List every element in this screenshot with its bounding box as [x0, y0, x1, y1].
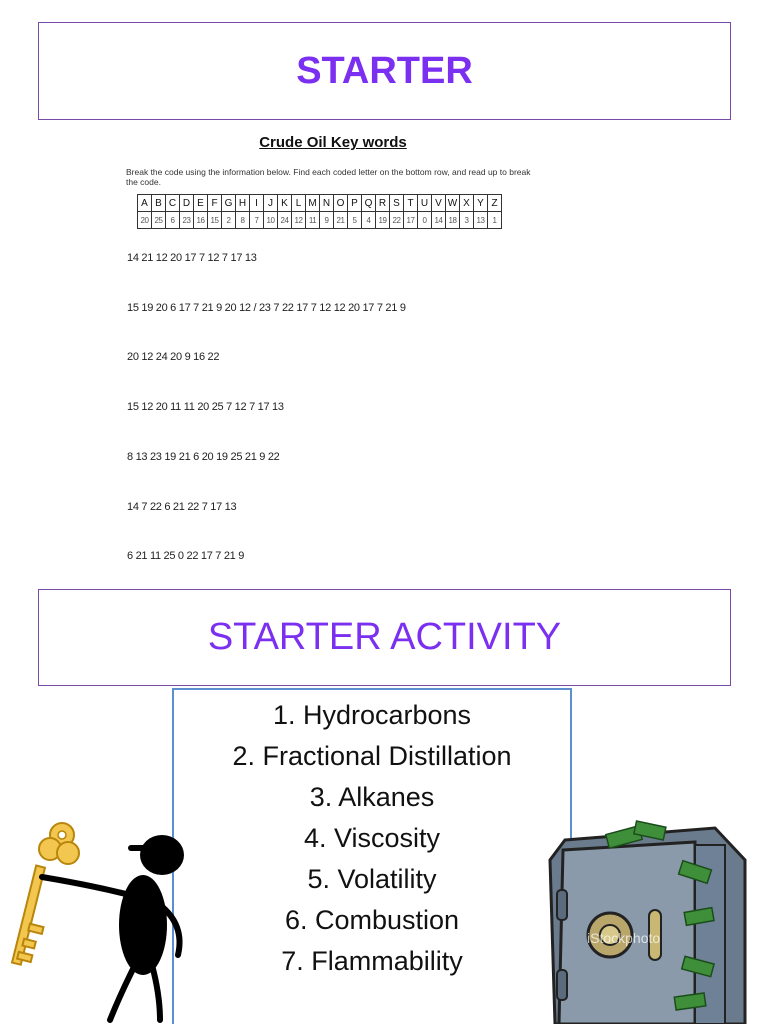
- code-number-cell: 0: [418, 212, 432, 229]
- code-number-cell: 22: [390, 212, 404, 229]
- starter-title-box: [38, 22, 731, 120]
- code-letter-cell: N: [320, 195, 334, 212]
- keyword-item-4: 4. Viscosity: [303, 823, 441, 853]
- code-number-cell: 9: [320, 212, 334, 229]
- code-letter-cell: O: [334, 195, 348, 212]
- code-letter-cell: Y: [474, 195, 488, 212]
- code-letter-cell: X: [460, 195, 474, 212]
- stick-figure-with-key-icon: [10, 815, 190, 1024]
- code-letter-cell: Q: [362, 195, 376, 212]
- keyword-item-1: 1. Hydrocarbons: [272, 700, 472, 730]
- crude-oil-worksheet: [123, 128, 543, 570]
- safe-with-money-icon: [545, 820, 750, 1024]
- code-number-cell: 2: [222, 212, 236, 229]
- code-letter-cell: I: [250, 195, 264, 212]
- code-line-5: 8 13 23 19 21 6 20 19 25 21 9 22: [127, 451, 280, 463]
- code-letter-cell: R: [376, 195, 390, 212]
- code-letter-cell: J: [264, 195, 278, 212]
- code-line-4: 15 12 20 11 11 20 25 7 12 7 17 13: [127, 401, 284, 413]
- code-number-cell: 18: [446, 212, 460, 229]
- code-number-cell: 11: [306, 212, 320, 229]
- code-line-3: 20 12 24 20 9 16 22: [127, 351, 220, 363]
- code-number-cell: 6: [166, 212, 180, 229]
- code-letter-cell: P: [348, 195, 362, 212]
- code-letter-cell: L: [292, 195, 306, 212]
- starter-activity-title-box: [38, 589, 731, 686]
- code-number-cell: 1: [488, 212, 502, 229]
- code-number-cell: 25: [152, 212, 166, 229]
- code-line-6: 14 7 22 6 21 22 7 17 13: [127, 501, 237, 513]
- code-number-cell: 13: [474, 212, 488, 229]
- code-number-cell: 4: [362, 212, 376, 229]
- keyword-item-7: 7. Flammability: [281, 946, 463, 976]
- code-line-7: 6 21 11 25 0 22 17 7 21 9: [127, 550, 245, 562]
- starter-activity-title: STARTER ACTIVITY: [207, 616, 562, 658]
- code-key-table: [137, 194, 502, 229]
- code-letter-cell: K: [278, 195, 292, 212]
- keyword-item-6: 6. Combustion: [284, 905, 460, 935]
- code-letter-cell: M: [306, 195, 320, 212]
- code-numbers-row: [138, 212, 502, 229]
- keyword-item-2: 2. Fractional Distillation: [232, 741, 512, 771]
- code-number-cell: 8: [236, 212, 250, 229]
- watermark-text: iStockphoto: [587, 930, 661, 946]
- code-letter-cell: D: [180, 195, 194, 212]
- code-letter-cell: S: [390, 195, 404, 212]
- code-letter-cell: C: [166, 195, 180, 212]
- code-letters-row: [138, 195, 502, 212]
- code-letter-cell: W: [446, 195, 460, 212]
- code-number-cell: 23: [180, 212, 194, 229]
- code-letter-cell: Z: [488, 195, 502, 212]
- keyword-item-3: 3. Alkanes: [309, 782, 435, 812]
- code-number-cell: 15: [208, 212, 222, 229]
- keyword-list-box: [172, 688, 572, 1024]
- keyword-item-5: 5. Volatility: [307, 864, 437, 894]
- code-number-cell: 17: [404, 212, 418, 229]
- code-number-cell: 5: [348, 212, 362, 229]
- code-letter-cell: E: [194, 195, 208, 212]
- code-letter-cell: B: [152, 195, 166, 212]
- code-number-cell: 19: [376, 212, 390, 229]
- code-number-cell: 10: [264, 212, 278, 229]
- worksheet-instructions: Break the code using the information below. Find each coded letter on the bottom row, and read up to break the code.: [126, 167, 531, 187]
- code-number-cell: 20: [138, 212, 152, 229]
- code-line-1: 14 21 12 20 17 7 12 7 17 13: [127, 252, 257, 264]
- code-line-2: 15 19 20 6 17 7 21 9 20 12 / 23 7 22 17 7 12 12 20 17 7 21 9: [127, 302, 406, 314]
- code-letter-cell: T: [404, 195, 418, 212]
- code-number-cell: 16: [194, 212, 208, 229]
- code-letter-cell: V: [432, 195, 446, 212]
- starter-title: STARTER: [296, 49, 473, 92]
- code-number-cell: 24: [278, 212, 292, 229]
- code-letter-cell: G: [222, 195, 236, 212]
- code-number-cell: 21: [334, 212, 348, 229]
- code-letter-cell: F: [208, 195, 222, 212]
- worksheet-title: Crude Oil Key words: [259, 134, 407, 151]
- code-number-cell: 3: [460, 212, 474, 229]
- code-letter-cell: A: [138, 195, 152, 212]
- code-number-cell: 12: [292, 212, 306, 229]
- code-number-cell: 7: [250, 212, 264, 229]
- code-letter-cell: H: [236, 195, 250, 212]
- code-number-cell: 14: [432, 212, 446, 229]
- code-letter-cell: U: [418, 195, 432, 212]
